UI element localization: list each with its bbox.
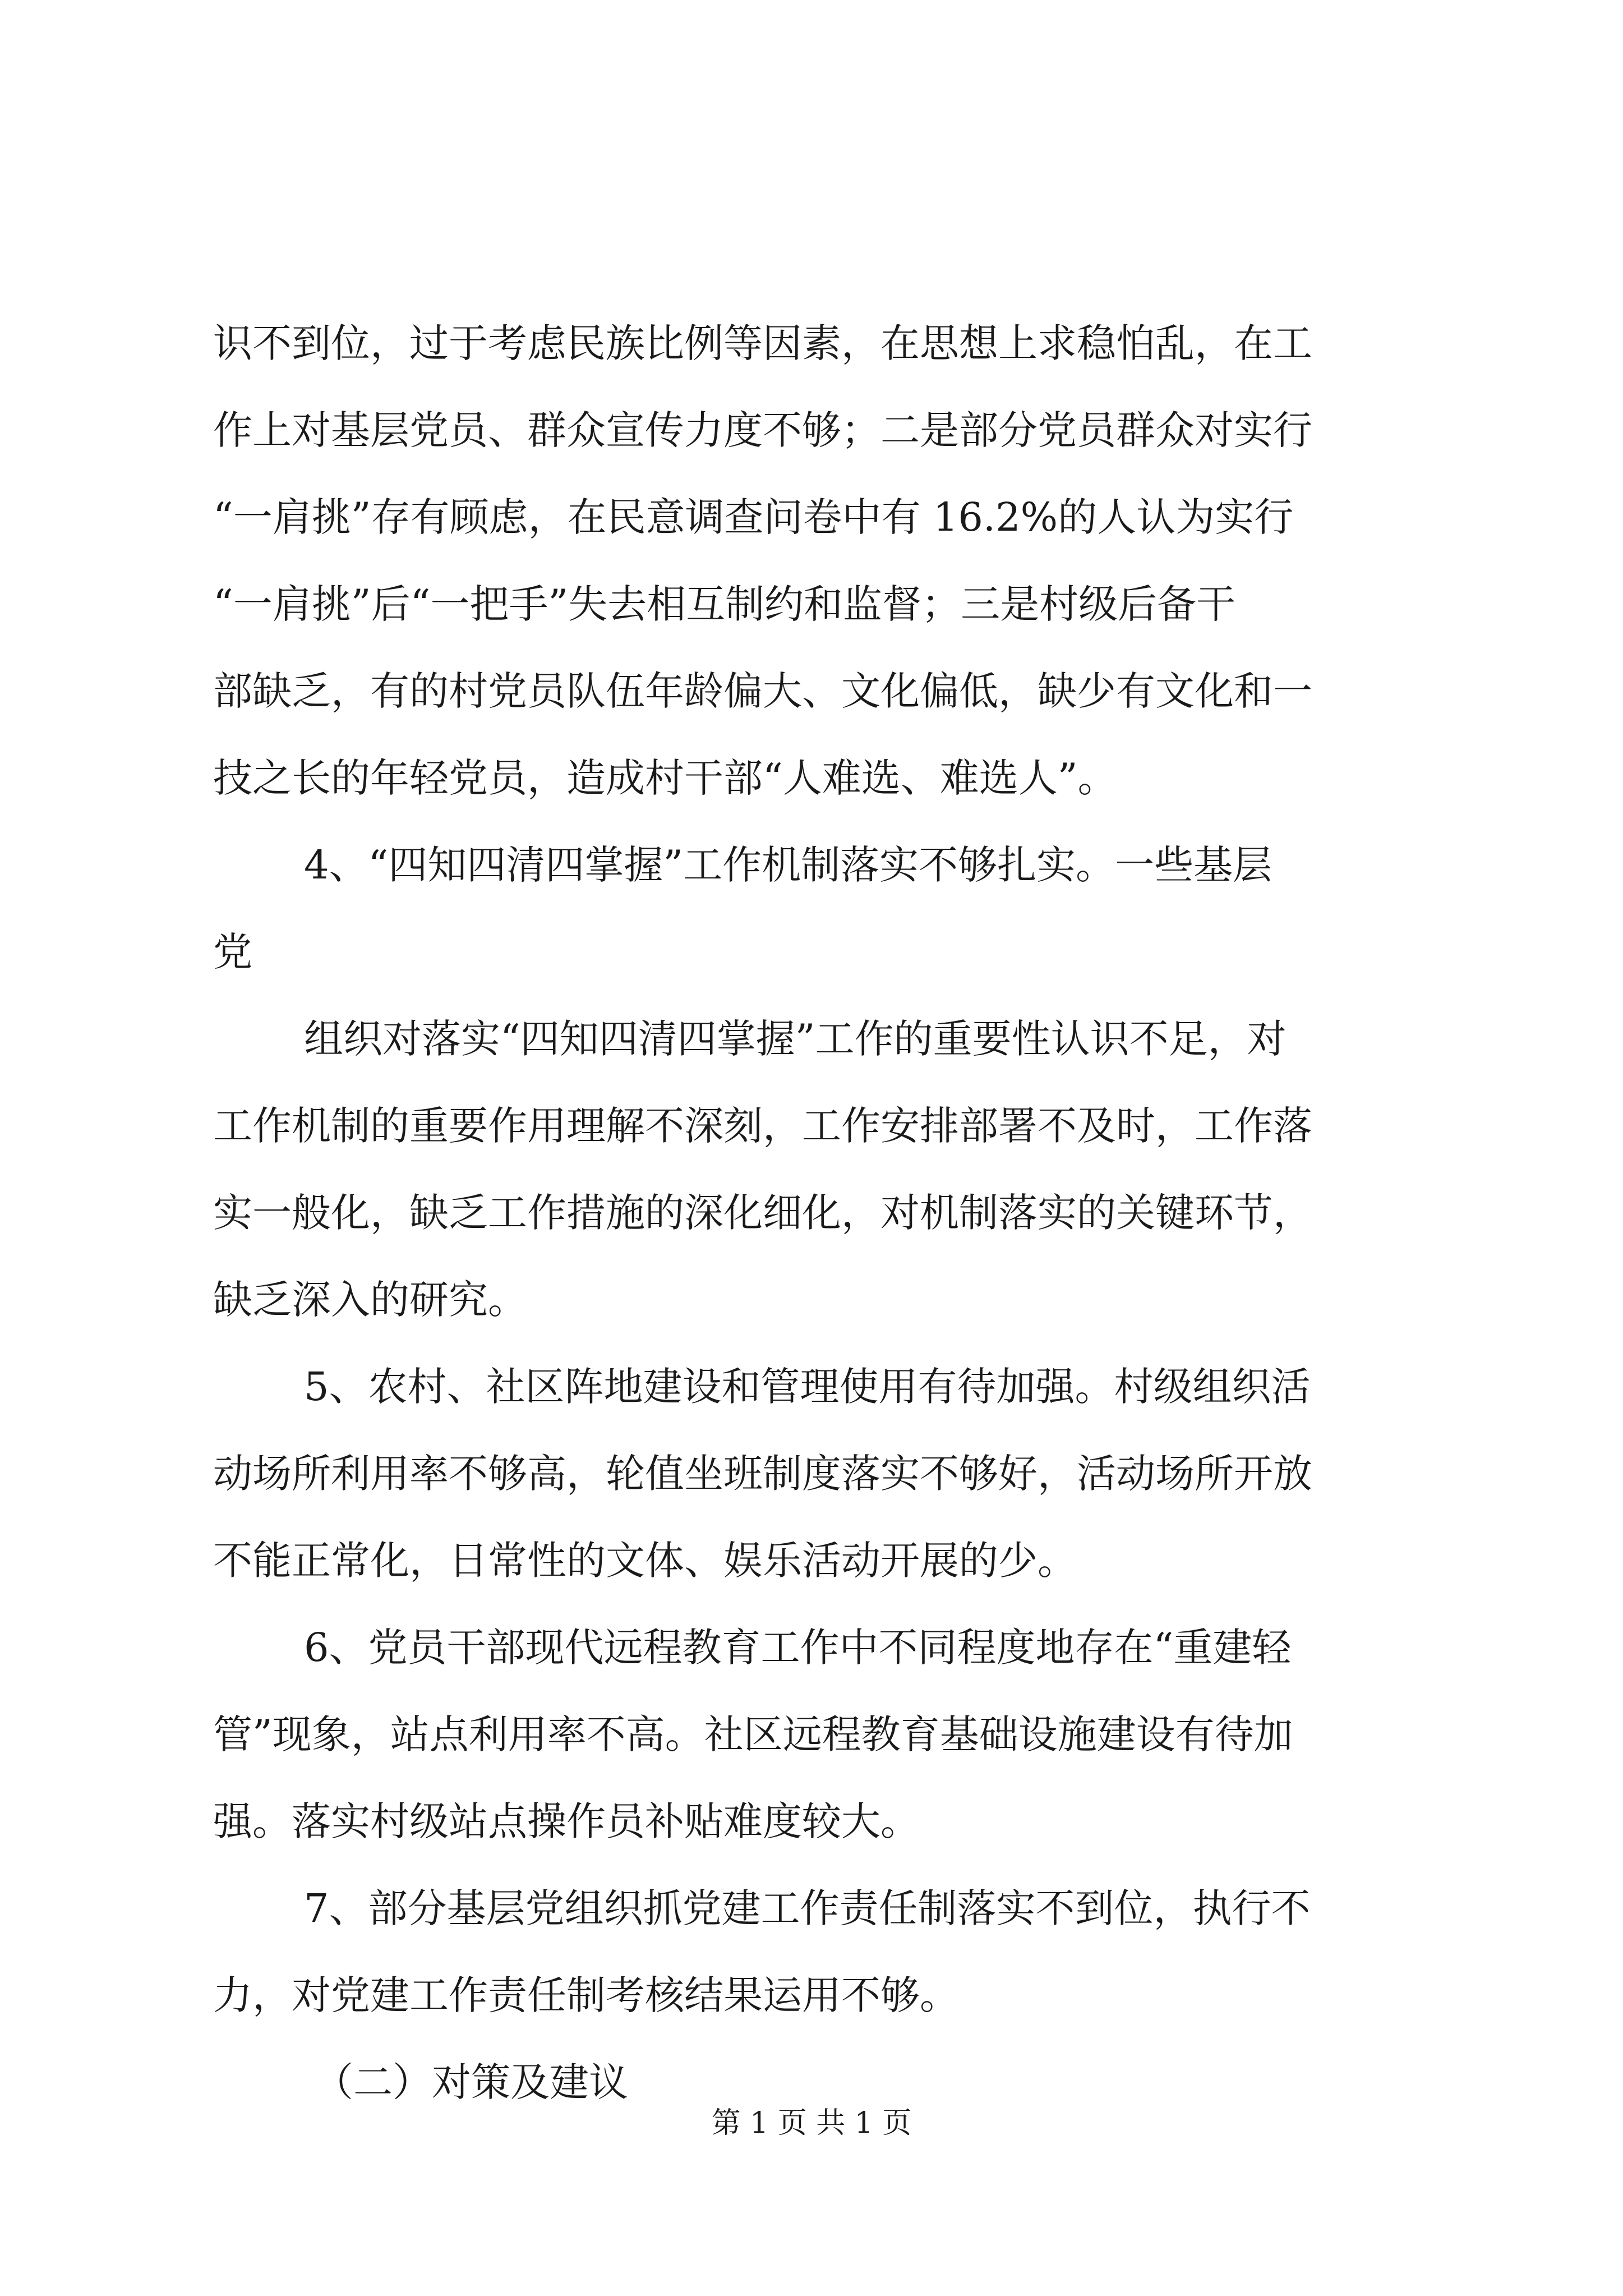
paragraph-continuation: 组织对落实“四知四清四掌握”工作的重要性认识不足，对: [304, 1016, 1287, 1062]
text-line: 不能正常化，日常性的文体、娱乐活动开展的少。: [213, 1538, 1077, 1584]
text-line: 识不到位，过于考虑民族比例等因素，在思想上求稳怕乱，在工: [213, 320, 1312, 366]
document-body: [213, 300, 1430, 2126]
section-heading: （二）对策及建议: [314, 2059, 628, 2105]
text-line: “一肩挑”存有顾虑，在民意调查问卷中有 16.2%的人认为实行: [213, 494, 1294, 540]
text-line: 管”现象，站点利用率不高。社区远程教育基础设施建设有待加: [213, 1711, 1293, 1757]
text-line: 强。落实村级站点操作员补贴难度较大。: [213, 1798, 920, 1844]
text-line: 力，对党建工作责任制考核结果运用不够。: [213, 1972, 959, 2018]
text-line: 工作机制的重要作用理解不深刻，工作安排部署不及时，工作落: [213, 1103, 1312, 1149]
text-line: 缺乏深入的研究。: [213, 1277, 527, 1323]
text-line: 动场所利用率不够高，轮值坐班制度落实不够好，活动场所开放: [213, 1451, 1312, 1497]
text-line: 部缺乏，有的村党员队伍年龄偏大、文化偏低，缺少有文化和一: [213, 668, 1312, 714]
text-line: 党: [213, 929, 252, 975]
page-footer: 第 1 页 共 1 页: [711, 2106, 912, 2140]
text-line: 实一般化，缺乏工作措施的深化细化，对机制落实的关键环节，: [213, 1190, 1312, 1236]
paragraph-7-start: 7、部分基层党组织抓党建工作责任制落实不到位，执行不: [304, 1885, 1311, 1931]
text-line: “一肩挑”后“一把手”失去相互制约和监督；三是村级后备干: [213, 581, 1236, 627]
paragraph-6-start: 6、党员干部现代远程教育工作中不同程度地存在“重建轻: [304, 1625, 1292, 1671]
paragraph-4-start: 4、“四知四清四掌握”工作机制落实不够扎实。一些基层: [304, 842, 1272, 888]
text-line: 作上对基层党员、群众宣传力度不够；二是部分党员群众对实行: [213, 407, 1312, 453]
paragraph-5-start: 5、农村、社区阵地建设和管理使用有待加强。村级组织活: [304, 1364, 1311, 1410]
text-line: 技之长的年轻党员，造成村干部“人难选、难选人”。: [213, 755, 1117, 801]
